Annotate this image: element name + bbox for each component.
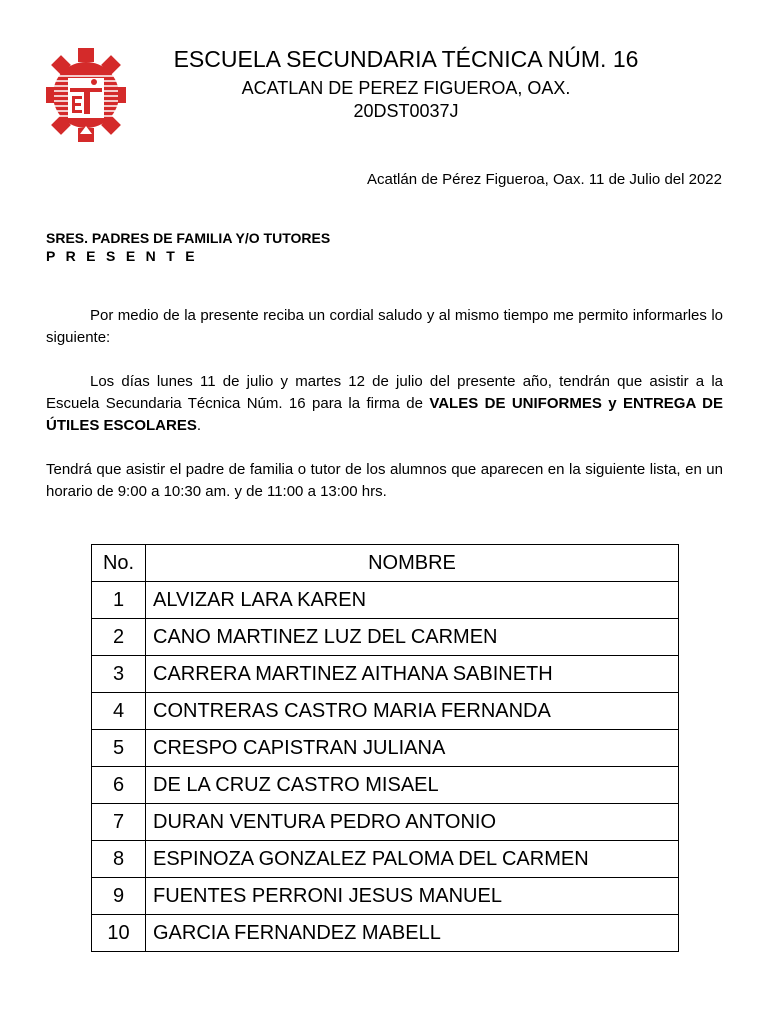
row-number: 1 bbox=[92, 582, 146, 619]
row-number: 9 bbox=[92, 878, 146, 915]
paragraph-schedule: Tendrá que asistir el padre de familia o tutor de los alumnos que aparecen en la siguiente lista, en un horario de 9:00 a 10:30 am. y de 11:00 a 13:00 hrs. bbox=[46, 461, 723, 500]
row-number: 3 bbox=[92, 656, 146, 693]
row-number: 7 bbox=[92, 804, 146, 841]
school-name: ESCUELA SECUNDARIA TÉCNICA NÚM. 16 bbox=[173, 46, 639, 72]
table-row bbox=[92, 582, 679, 619]
student-name: FUENTES PERRONI JESUS MANUEL bbox=[146, 878, 679, 915]
table-row bbox=[92, 841, 679, 878]
paragraph-dates-emphasis: VALES DE UNIFORMES y ENTREGA DE ÚTILES ESCOLARES bbox=[46, 395, 723, 434]
student-name: GARCIA FERNANDEZ MABELL bbox=[146, 915, 679, 952]
column-header-name: NOMBRE bbox=[146, 545, 679, 582]
table-row bbox=[92, 915, 679, 952]
student-name: ALVIZAR LARA KAREN bbox=[146, 582, 679, 619]
student-table bbox=[91, 544, 679, 952]
paragraph-dates-text: Los días lunes 11 de julio y martes 12 de julio del presente año, tendrán que asistir a la Escuela Secundaria Técnica Núm. 16 para la firma de bbox=[46, 373, 723, 412]
student-name: DE LA CRUZ CASTRO MISAEL bbox=[146, 767, 679, 804]
table-row bbox=[92, 619, 679, 656]
row-number: 4 bbox=[92, 693, 146, 730]
table-row bbox=[92, 804, 679, 841]
row-number: 6 bbox=[92, 767, 146, 804]
row-number: 5 bbox=[92, 730, 146, 767]
row-number: 8 bbox=[92, 841, 146, 878]
presente-line: P R E S E N T E bbox=[46, 248, 198, 264]
column-header-number: No. bbox=[92, 545, 146, 582]
table-row bbox=[92, 767, 679, 804]
student-name: CONTRERAS CASTRO MARIA FERNANDA bbox=[146, 693, 679, 730]
paragraph-dates bbox=[46, 371, 723, 437]
student-name: CARRERA MARTINEZ AITHANA SABINETH bbox=[146, 656, 679, 693]
paragraph-dates-end: . bbox=[196, 417, 202, 434]
table-row bbox=[92, 693, 679, 730]
row-number: 10 bbox=[92, 915, 146, 952]
student-name: CRESPO CAPISTRAN JULIANA bbox=[146, 730, 679, 767]
student-name: ESPINOZA GONZALEZ PALOMA DEL CARMEN bbox=[146, 841, 679, 878]
student-name: DURAN VENTURA PEDRO ANTONIO bbox=[146, 804, 679, 841]
row-number: 2 bbox=[92, 619, 146, 656]
table-row bbox=[92, 730, 679, 767]
table-row bbox=[92, 878, 679, 915]
paragraph-greeting: Por medio de la presente reciba un cordial saludo y al mismo tiempo me permito informarles lo siguiente: bbox=[46, 307, 723, 346]
addressee-line: SRES. PADRES DE FAMILIA Y/O TUTORES bbox=[46, 230, 331, 246]
table-header-row bbox=[92, 545, 679, 582]
table-row bbox=[92, 656, 679, 693]
date-line: Acatlán de Pérez Figueroa, Oax. 11 de Julio del 2022 bbox=[367, 171, 722, 188]
addressee bbox=[46, 229, 330, 265]
school-code: 20DST0037J bbox=[353, 101, 459, 121]
school-location: ACATLAN DE PEREZ FIGUEROA, OAX. bbox=[241, 78, 571, 98]
student-name: CANO MARTINEZ LUZ DEL CARMEN bbox=[146, 619, 679, 656]
